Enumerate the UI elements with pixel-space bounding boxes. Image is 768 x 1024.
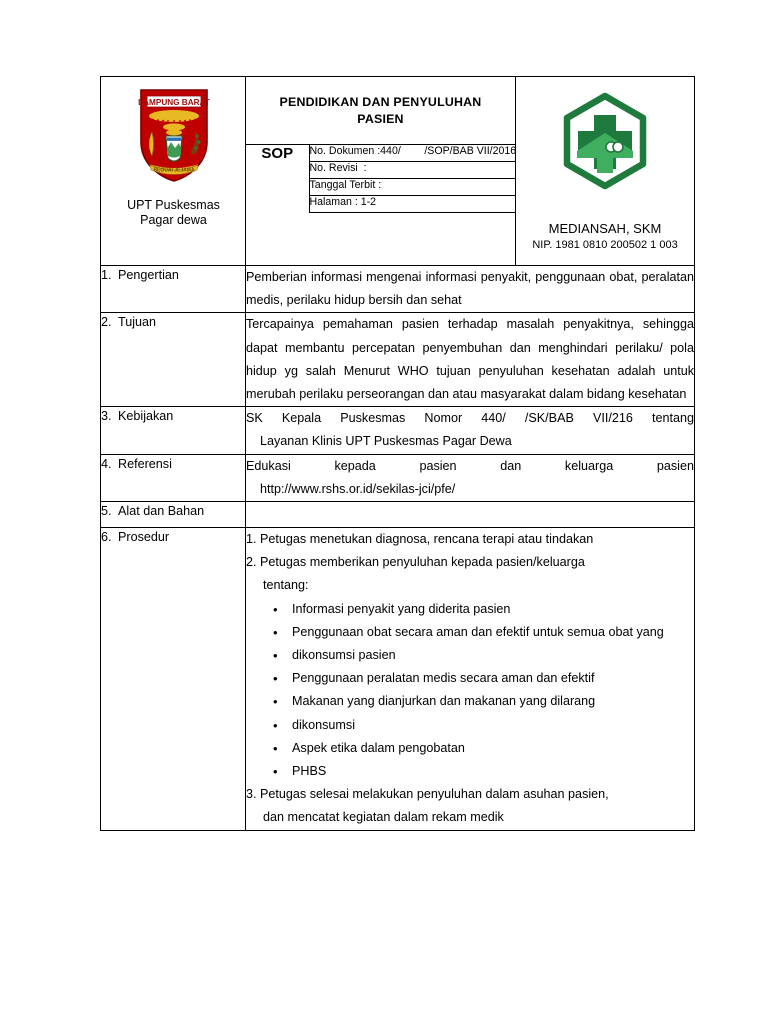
row-content-prosedur bbox=[246, 528, 695, 831]
list-item-text: Penggunaan peralatan medis secara aman dan efektif bbox=[292, 671, 595, 686]
crest-wrap bbox=[101, 77, 246, 228]
table-row bbox=[101, 454, 695, 501]
row-number: 5. bbox=[101, 504, 112, 519]
list-item bbox=[273, 644, 694, 667]
paragraph: Edukasi kepada pasien dan keluarga pasien bbox=[246, 458, 694, 473]
list-item-text: dikonsumsi bbox=[292, 717, 355, 732]
row-label-tujuan bbox=[101, 313, 246, 407]
bullet-icon: • bbox=[273, 648, 278, 664]
procedure-step-text: 3. Petugas selesai melakukan penyuluhan dalam asuhan pasien, bbox=[246, 787, 609, 802]
row-label-text: Pengertian bbox=[118, 268, 179, 282]
row-label-prosedur bbox=[101, 528, 246, 831]
list-item bbox=[273, 714, 694, 737]
meta-tanggal-terbit: Tanggal Terbit : bbox=[309, 179, 515, 196]
header-row bbox=[101, 77, 695, 266]
procedure-step-cont-text: dan mencatat kegiatan dalam rekam medik bbox=[263, 810, 504, 825]
paragraph: SK Kepala Puskesmas Nomor 440/ /SK/BAB VII/216 tentang bbox=[246, 411, 694, 426]
signature-wrap bbox=[516, 77, 694, 265]
row-content-kebijakan bbox=[246, 407, 695, 454]
sop-document-table bbox=[100, 76, 695, 831]
row-label-referensi bbox=[101, 454, 246, 501]
procedure-step-text: 2. Petugas memberikan penyuluhan kepada pasien/keluarga bbox=[246, 555, 585, 570]
row-label-text: Referensi bbox=[118, 456, 172, 471]
meta-no-revisi: No. Revisi : bbox=[309, 162, 515, 179]
unit-name-line1: UPT Puskesmas bbox=[127, 198, 220, 212]
bullet-icon: • bbox=[273, 671, 278, 687]
sop-label: SOP bbox=[246, 145, 309, 213]
table-row bbox=[101, 407, 695, 454]
row-label-text: Tujuan bbox=[118, 315, 157, 330]
unit-name bbox=[101, 184, 246, 228]
list-item-text: PHBS bbox=[292, 764, 327, 779]
row-content-alat-dan-bahan bbox=[246, 502, 695, 528]
list-item-text: Informasi penyakit yang diderita pasien bbox=[292, 601, 511, 616]
row-label-alat-dan-bahan bbox=[101, 502, 246, 528]
signature-cell bbox=[516, 77, 695, 266]
bullet-icon: • bbox=[273, 694, 278, 710]
svg-text:LAMPUNG BARAT: LAMPUNG BARAT bbox=[137, 98, 210, 107]
row-number: 4. bbox=[101, 456, 112, 471]
unit-name-line2: Pagar dewa bbox=[140, 213, 207, 227]
table-row bbox=[101, 502, 695, 528]
row-label-text: Prosedur bbox=[118, 530, 170, 545]
signatory-nip: NIP. 1981 0810 200502 1 003 bbox=[532, 239, 678, 251]
sop-meta-table bbox=[246, 145, 515, 246]
procedure-step bbox=[246, 783, 694, 806]
meta-halaman: Halaman : 1-2 bbox=[309, 196, 515, 213]
row-number: 1. bbox=[101, 268, 112, 282]
list-item bbox=[273, 690, 694, 713]
list-item-text: Penggunaan obat secara aman dan efektif untuk semua obat yang bbox=[292, 624, 664, 639]
lampung-barat-crest-icon bbox=[135, 86, 213, 184]
reference-url: http://www.rshs.or.id/sekilas-jci/pfe/ bbox=[260, 481, 456, 496]
title-and-meta-cell bbox=[246, 77, 516, 266]
row-label-text: Alat dan Bahan bbox=[118, 504, 205, 519]
row-content-referensi bbox=[246, 454, 695, 501]
crest-cell bbox=[101, 77, 246, 266]
bullet-icon: • bbox=[273, 740, 278, 756]
bullet-icon: • bbox=[273, 764, 278, 780]
svg-text:BEGUAI JEJAMA: BEGUAI JEJAMA bbox=[152, 167, 195, 174]
list-item-text: Makanan yang dianjurkan dan makanan yang dilarang bbox=[292, 694, 596, 709]
paragraph: Layanan Klinis UPT Puskesmas Pagar Dewa bbox=[260, 434, 512, 449]
row-label-text: Kebijakan bbox=[118, 409, 174, 424]
list-item bbox=[273, 598, 694, 621]
puskesmas-logo-icon bbox=[557, 91, 653, 191]
bullet-icon: • bbox=[273, 717, 278, 733]
sop-meta-spacer-row bbox=[246, 213, 515, 247]
signatory-name: MEDIANSAH, SKM bbox=[548, 221, 662, 236]
list-item bbox=[273, 737, 694, 760]
row-number: 2. bbox=[101, 315, 112, 330]
procedure-step-continuation bbox=[246, 806, 694, 829]
list-item-text: Aspek etika dalam pengobatan bbox=[292, 740, 465, 755]
table-row bbox=[101, 528, 695, 831]
row-content-pengertian bbox=[246, 266, 695, 313]
list-item bbox=[273, 621, 694, 644]
procedure-step-continuation bbox=[246, 574, 694, 597]
procedure-bullet-list bbox=[246, 598, 694, 784]
meta-no-dokumen: No. Dokumen :440/ /SOP/BAB VII/2016 bbox=[309, 145, 515, 162]
row-number: 6. bbox=[101, 530, 112, 545]
list-item bbox=[273, 667, 694, 690]
bullet-icon: • bbox=[273, 624, 278, 640]
procedure-step bbox=[246, 551, 694, 574]
procedure-step-cont-text: tentang: bbox=[263, 578, 309, 593]
row-number: 3. bbox=[101, 409, 112, 424]
procedure-step bbox=[246, 528, 694, 551]
row-label-pengertian bbox=[101, 266, 246, 313]
sop-meta-row bbox=[246, 145, 515, 162]
row-content-tujuan bbox=[246, 313, 695, 407]
list-item-text: dikonsumsi pasien bbox=[292, 648, 396, 663]
table-row bbox=[101, 313, 695, 407]
document-title-line2: PASIEN bbox=[357, 111, 404, 126]
row-label-kebijakan bbox=[101, 407, 246, 454]
list-item bbox=[273, 760, 694, 783]
procedure-step-text: 1. Petugas menetukan diagnosa, rencana terapi atau tindakan bbox=[246, 532, 594, 547]
table-row bbox=[101, 266, 695, 313]
bullet-icon: • bbox=[273, 601, 278, 617]
document-title-line1: PENDIDIKAN DAN PENYULUHAN bbox=[279, 94, 482, 109]
document-title bbox=[246, 77, 515, 145]
paragraph: Pemberian informasi mengenai informasi penyakit, penggunaan obat, peralatan medis, perilaku hidup bersih dan sehat bbox=[246, 270, 694, 308]
paragraph: Tercapainya pemahaman pasien terhadap masalah penyakitnya, sehingga dapat membantu percepatan penyembuhan dan menghindari perilaku/ pola hidup yg salah Menurut WHO tujuan penyuluhan kesehatan adalah untuk merubah perilaku perseorangan dan atau masyarakat dalam bidang kesehatan bbox=[246, 317, 694, 402]
sop-meta-spacer bbox=[246, 213, 515, 247]
